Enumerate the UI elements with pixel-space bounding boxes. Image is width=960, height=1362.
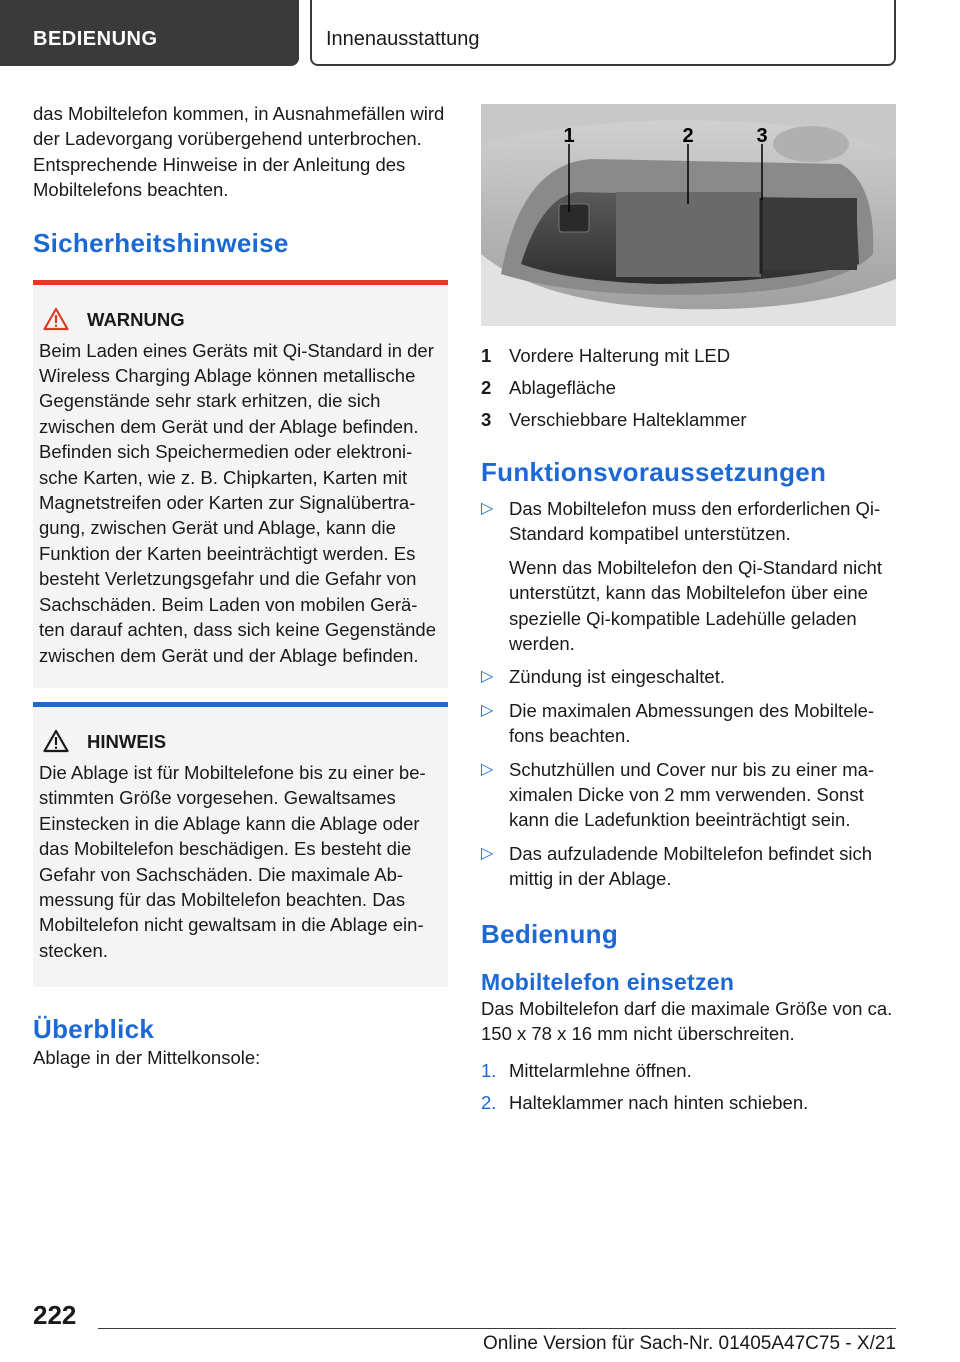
note-title-row <box>37 729 436 754</box>
center-console-illustration <box>481 104 896 326</box>
requirement-text: Die maximalen Abmessungen des Mobiltelefons beachten. <box>509 699 875 747</box>
requirement-item <box>481 841 896 892</box>
photo-callout-3: 3 <box>756 125 768 147</box>
intro-paragraph: das Mobiltelefon kommen, in Ausnahmefällen wird der Ladevorgang vorübergehend unterbrochen. Entsprechende Hinweise in der Anleitung des Mobiltelefons beachten. <box>33 103 445 201</box>
triangle-bullet-icon: ▷ <box>481 844 494 862</box>
photo-callout-2: 2 <box>682 125 694 147</box>
warning-box <box>33 280 448 688</box>
header-section-tab <box>0 0 299 66</box>
requirement-item <box>481 664 896 689</box>
step-text: Halteklammer nach hinten schieben. <box>509 1091 809 1113</box>
step-item <box>481 1087 896 1119</box>
caution-triangle-icon <box>43 729 69 753</box>
step-text: Mittelarmlehne öffnen. <box>509 1059 692 1081</box>
warning-title: WARNUNG <box>87 308 185 330</box>
steps-list <box>481 1055 896 1119</box>
triangle-bullet-icon: ▷ <box>481 701 494 719</box>
footer-divider <box>98 1328 896 1329</box>
requirement-text: Schutzhüllen und Cover nur bis zu einer maximalen Dicke von 2 mm verwenden. Sonst kann die Ladefunktion beeinträchtigt sein. <box>509 758 875 831</box>
requirement-item <box>481 496 896 656</box>
insert-phone-text: Das Mobiltelefon darf die maximale Größe von ca. 150 x 78 x 16 mm nicht überschreiten. <box>481 997 893 1045</box>
note-title: HINWEIS <box>87 730 167 752</box>
footer-version-text: Online Version für Sach-Nr. 01405A47C75 - X/21 <box>483 1333 896 1354</box>
note-box <box>33 702 448 987</box>
legend-text: Ablagefläche <box>509 377 616 398</box>
left-column <box>33 101 448 1071</box>
legend-item <box>481 372 896 404</box>
requirement-item <box>481 698 896 749</box>
overview-text: Ablage in der Mittelkonsole: <box>33 1047 261 1069</box>
insert-phone-heading: Mobiltelefon einsetzen <box>481 968 735 995</box>
legend-text: Verschiebbare Halteklammer <box>509 409 747 430</box>
requirements-list <box>481 496 896 892</box>
triangle-bullet-icon: ▷ <box>481 760 494 778</box>
legend-number: 2 <box>481 377 492 398</box>
right-column <box>481 104 896 1119</box>
requirement-subtext: Wenn das Mobiltelefon den Qi-Standard nicht unterstützt, kann das Mobiltelefon über eine spezielle Qi-kompatible Ladehülle geladen werden. <box>509 556 882 655</box>
overview-heading: Überblick <box>33 1014 155 1045</box>
step-number: 1. <box>481 1059 497 1081</box>
triangle-bullet-icon: ▷ <box>481 668 494 686</box>
warning-title-row <box>37 307 436 332</box>
photo-legend <box>481 340 896 436</box>
warning-text: Beim Laden eines Geräts mit Qi-Standard in der Wireless Charging Ablage können metallische Gegenstände sehr stark erhitzen, die sich zwischen dem Gerät und der Ablage befinden. Befinden sich Speichermedien oder elektronische Karten, wie z. B. Chipkarten, Karten mit Magnetstreifen oder Karten zur Signalübertragung, zwischen Gerät und Ablage, kann die Funktion der Karten beeinträchtigt werden. Es besteht Verletzungsgefahr und die Gefahr von Sachschäden. Beim Laden von mobilen Geräten darauf achten, dass sich keine Gegenstände zwischen dem Gerät und der Ablage befinden. <box>39 339 436 666</box>
step-number: 2. <box>481 1091 497 1113</box>
header-section-title: BEDIENUNG <box>33 28 158 50</box>
requirement-text: Das aufzuladende Mobiltelefon befindet sich mittig in der Ablage. <box>509 842 873 890</box>
requirement-text: Das Mobiltelefon muss den erforderlichen Qi-Standard kompatibel unterstützen. <box>509 498 881 545</box>
warning-triangle-icon <box>43 307 69 331</box>
photo-callout-1: 1 <box>563 125 575 147</box>
requirements-heading: Funktionsvoraussetzungen <box>481 457 827 487</box>
note-text: Die Ablage ist für Mobiltelefone bis zu einer bestimmten Größe vorgesehen. Gewaltsames Einstecken in die Ablage kann die Ablage oder das Mobiltelefon beschädigen. Es besteht die Gefahr von Sachschäden. Die maximale Abmessung für das Mobiltelefon beachten. Das Mobiltelefon nicht gewaltsam in die Ablage einstecken. <box>39 761 426 961</box>
triangle-bullet-icon: ▷ <box>481 500 494 517</box>
page-number: 222 <box>33 1300 77 1330</box>
safety-heading: Sicherheitshinweise <box>33 227 289 258</box>
header-chapter-tab <box>310 0 896 66</box>
header-chapter-title: Innenausstattung <box>326 28 480 50</box>
legend-number: 1 <box>481 345 492 366</box>
requirement-text: Zündung ist eingeschaltet. <box>509 666 725 688</box>
center-console-photo <box>481 104 896 326</box>
legend-number: 3 <box>481 409 492 430</box>
step-item <box>481 1055 896 1087</box>
legend-item <box>481 340 896 372</box>
operation-heading: Bedienung <box>481 918 619 949</box>
requirement-item <box>481 757 896 833</box>
legend-text: Vordere Halterung mit LED <box>509 345 731 366</box>
legend-item <box>481 404 896 436</box>
